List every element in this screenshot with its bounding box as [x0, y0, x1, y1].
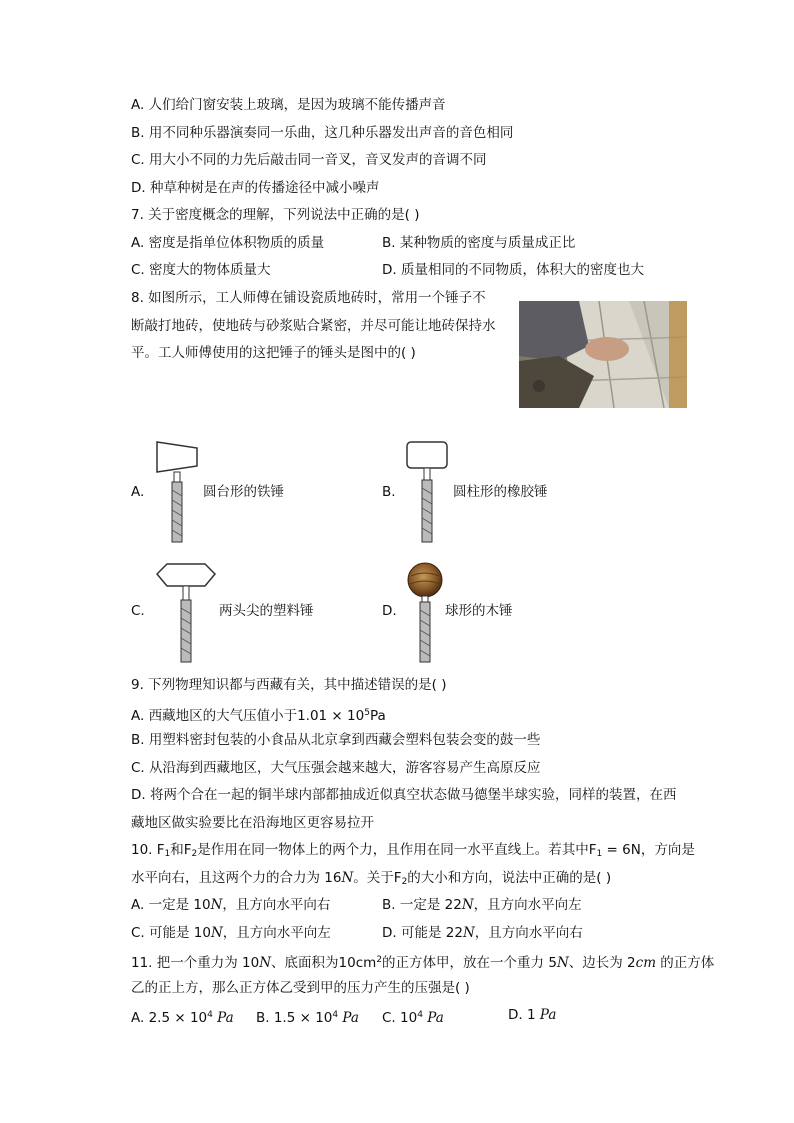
- q6-option-b: B. 用不同种乐器演奏同一乐曲，这几种乐器发出声音的音色相同: [131, 125, 514, 141]
- q10-option-b: B. 一定是 22N，且方向水平向左: [382, 897, 582, 913]
- q9-option-c: C. 从沿海到西藏地区，大气压强会越来越大，游客容易产生高原反应: [131, 760, 541, 776]
- q10-option-a: A. 一定是 10N，且方向水平向右: [131, 897, 331, 913]
- q9-option-d-line2: 藏地区做实验要比在沿海地区更容易拉开: [131, 815, 374, 831]
- q7-option-b: B. 某种物质的密度与质量成正比: [382, 235, 576, 251]
- q10-option-c: C. 可能是 10N，且方向水平向左: [131, 925, 331, 941]
- q8-option-d-label: 球形的木锤: [445, 603, 513, 619]
- q11-stem-line1: 11. 把一个重力为 10N、底面积为$10cm^2$的正方体甲，放在一个重力 5N、边长为 2cm 的正方体: [131, 955, 715, 971]
- q8-stem-line1: 8. 如图所示，工人师傅在铺设瓷质地砖时，常用一个锤子不: [131, 290, 486, 306]
- q8-option-a-label: 圆台形的铁锤: [203, 484, 284, 500]
- q11-option-c: C. $10^4$ Pa: [382, 1010, 444, 1026]
- q9-option-d-line1: D. 将两个合在一起的铜半球内部都抽成近似真空状态做马德堡半球实验，同样的装置，在西: [131, 787, 677, 803]
- q9-option-b: B. 用塑料密封包装的小食品从北京拿到西藏会塑料包装会变的鼓一些: [131, 732, 541, 748]
- hammer-sphere-wood-icon: [405, 560, 445, 665]
- q7-option-a: A. 密度是指单位体积物质的质量: [131, 235, 325, 251]
- q8-option-b-label: 圆柱形的橡胶锤: [453, 484, 548, 500]
- q11-option-d: D. 1 Pa: [508, 1007, 557, 1023]
- hammer-frustum-iron-icon: [155, 440, 200, 545]
- q8-option-a-letter: A.: [131, 484, 145, 500]
- q9-option-a: A. 西藏地区的大气压值小于$1.01 \times 10^5Pa$: [131, 708, 386, 724]
- q8-stem-line2: 断敲打地砖，使地砖与砂浆贴合紧密，并尽可能让地砖保持水: [131, 318, 496, 334]
- q7-option-c: C. 密度大的物体质量大: [131, 262, 271, 278]
- q7-option-d: D. 质量相同的不同物质，体积大的密度也大: [382, 262, 644, 278]
- q10-option-d: D. 可能是 22N，且方向水平向右: [382, 925, 583, 941]
- q11-option-a: A. $2.5 \times 10^4$ Pa: [131, 1010, 234, 1026]
- q11-stem-line2: 乙的正上方，那么正方体乙受到甲的压力产生的压强是( ): [131, 980, 470, 996]
- q6-option-c: C. 用大小不同的力先后敲击同一音叉，音叉发声的音调不同: [131, 152, 487, 168]
- q9-stem: 9. 下列物理知识都与西藏有关，其中描述错误的是( ): [131, 677, 447, 693]
- q10-stem-line2: 水平向右，且这两个力的合力为 16N。关于$F_2$的大小和方向，说法中正确的是( ): [131, 870, 612, 887]
- q8-stem-line3: 平。工人师傅使用的这把锤子的锤头是图中的( ): [131, 345, 416, 361]
- q7-stem: 7. 关于密度概念的理解，下列说法中正确的是( ): [131, 207, 420, 223]
- hammer-double-point-plastic-icon: [155, 560, 217, 665]
- q10-stem-line1: 10. $F_1$和$F_2$是作用在同一物体上的两个力，且作用在同一水平直线上。若其中$F_1 = 6N$，方向是: [131, 842, 695, 859]
- q6-option-d: D. 种草种树是在声的传播途径中减小噪声: [131, 180, 380, 196]
- q11-option-b: B. $1.5 \times 10^4$ Pa: [256, 1010, 359, 1026]
- q6-option-a: A. 人们给门窗安装上玻璃，是因为玻璃不能传播声音: [131, 97, 446, 113]
- q8-option-b-letter: B.: [382, 484, 396, 500]
- hammer-cylinder-rubber-icon: [405, 440, 450, 545]
- tile-worker-photo: [519, 301, 687, 408]
- q8-option-d-letter: D.: [382, 603, 397, 619]
- q8-option-c-letter: C.: [131, 603, 145, 619]
- q8-option-c-label: 两头尖的塑料锤: [219, 603, 314, 619]
